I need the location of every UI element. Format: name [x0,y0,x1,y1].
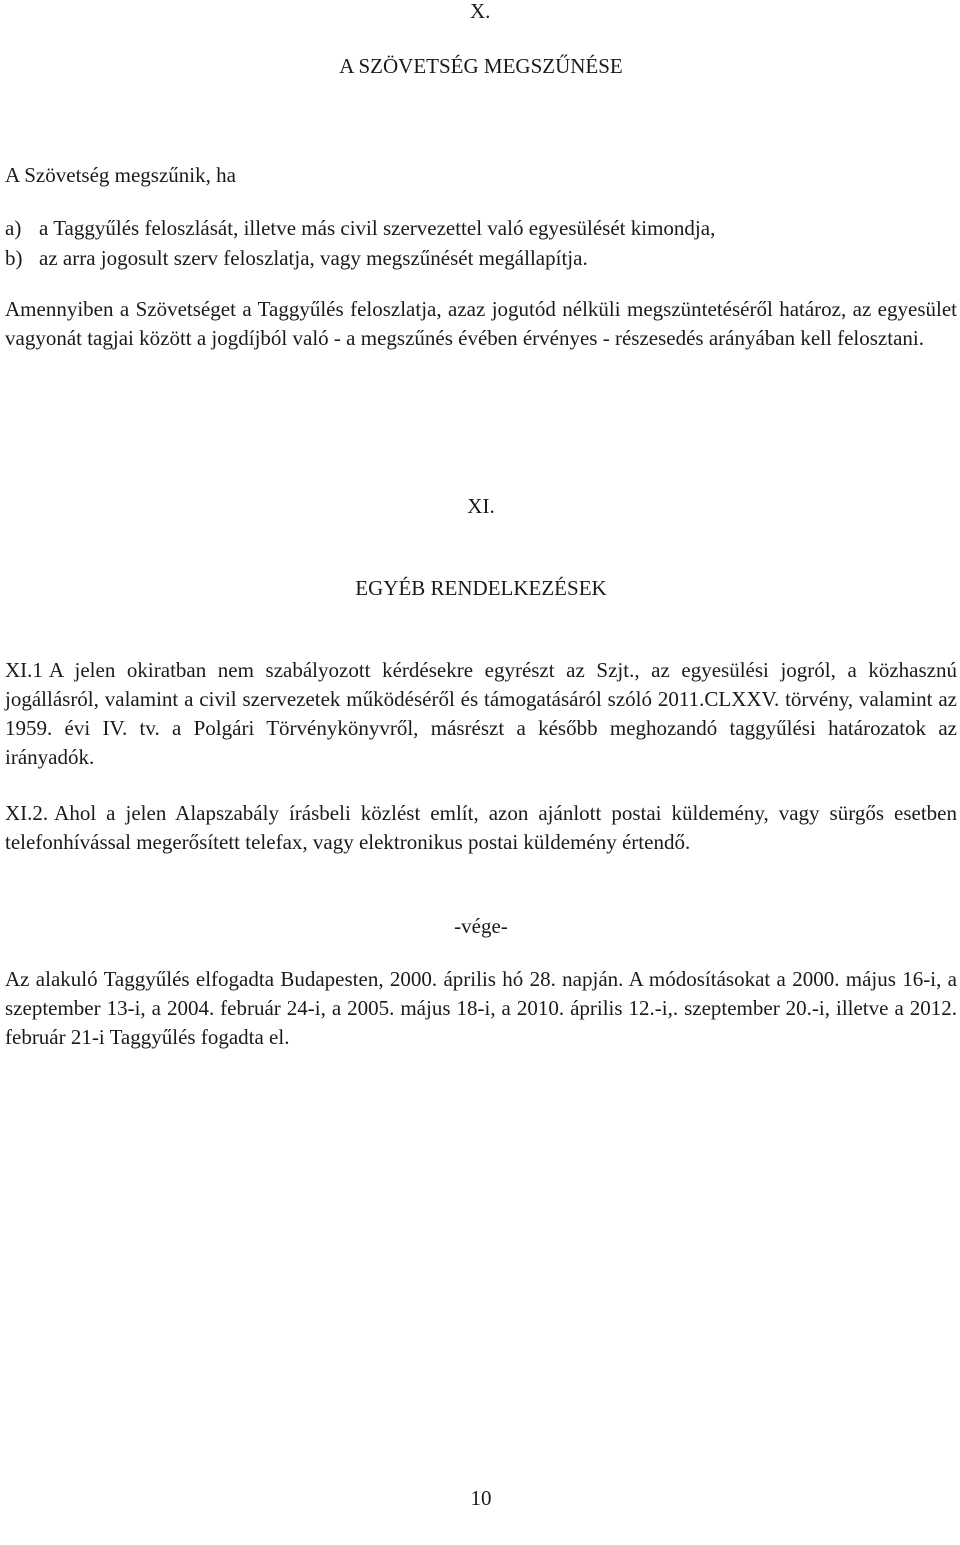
page-number: 10 [470,1486,492,1510]
dissolution-intro: A Szövetség megszűnik, ha [5,163,236,187]
chapter-x-title: A SZÖVETSÉG MEGSZŰNÉSE [339,54,623,78]
chapter-x-number: X. [470,0,491,23]
item-a-label: a) [5,216,22,240]
section-xi-2 [5,799,957,857]
item-a-text: a Taggyűlés feloszlását, illetve más civil szervezettel való egyesülését kimondja, [39,216,716,240]
chapter-xi-number: XI. [467,494,495,518]
end-mark: -vége- [454,914,508,938]
section-xi-1-label: XI.1 [5,658,43,682]
dissolution-assets-paragraph: Amennyiben a Szövetséget a Taggyűlés feloszlatja, azaz jogutód nélküli megszüntetéséről határoz, az egyesület vagyonát tagjai között a jogdíjból való - a megszűnés évében érvényes - részesedés arányában kell felosztani. [5,297,957,350]
chapter-xi-title: EGYÉB RENDELKEZÉSEK [355,576,607,600]
section-xi-2-text: Ahol a jelen Alapszabály írásbeli közlést említ, azon ajánlott postai küldemény, vagy sürgős esetben telefonhívással megerősített telefax, vagy elektronikus postai küldemény értendő. [5,801,957,854]
item-b-label: b) [5,246,23,270]
section-xi-1-text: A jelen okiratban nem szabályozott kérdésekre egyrészt az Szjt., az egyesülési jogról, a közhasznú jogállásról, valamint a civil szervezetek működéséről és támogatásáról szóló 2011.CLXXV. törvény, valamint az 1959. évi IV. tv. a Polgári Törvénykönyvről, másrészt a később meghozandó taggyűlési határozatok az irányadók. [5,658,957,769]
dissolution-item-a [5,213,957,243]
closing-statement: Az alakuló Taggyűlés elfogadta Budapesten, 2000. április hó 28. napján. A módosításokat a 2000. május 16-i, a szeptember 13-i, a 2004. február 24-i, a 2005. május 18-i, a 2010. április 12.-i,. szeptember 20.-i, illetve a 2012. február 21-i Taggyűlés fogadta el. [5,967,957,1049]
item-b-text: az arra jogosult szerv feloszlatja, vagy megszűnését megállapítja. [39,246,588,270]
dissolution-item-b [5,243,957,273]
section-xi-1 [5,656,957,772]
section-xi-2-label: XI.2. [5,801,49,825]
